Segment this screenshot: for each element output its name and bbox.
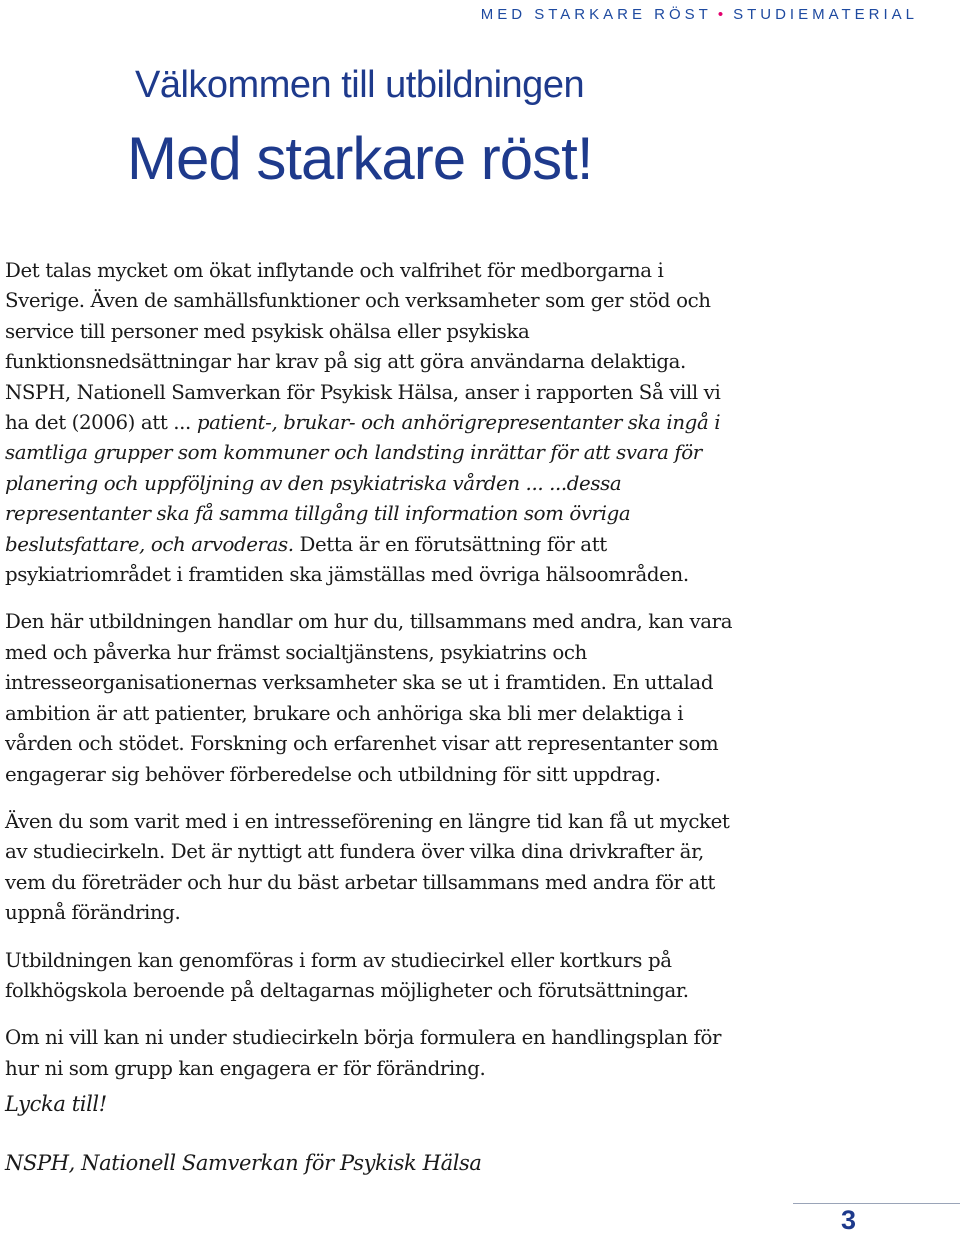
paragraph-intro — [5, 256, 745, 590]
paragraph-format: Utbildningen kan genomföras i form av studiecirkel eller kortkurs på folkhögskola beroende på deltagarnas möjligheter och förutsättningar. — [5, 948, 689, 1002]
footer-divider — [793, 1203, 960, 1204]
intro-text-end: Detta är en förutsättning för att psykiatriområdet i framtiden ska jämställas med övriga hälsoområden. — [5, 532, 689, 587]
running-header-title: MED STARKARE RÖST — [480, 6, 712, 23]
page-kicker: Välkommen till utbildningen — [135, 64, 585, 106]
intro-quote: patient-, brukar- och anhörigrepresentanter ska ingå i samtliga grupper som kommuner och landsting inrättar för att svara för planering och uppföljning av den psykiatriska vården ... ...dessa representanter ska få samma tillgång till information som övriga beslutsfattare, och arvoderas. — [5, 411, 721, 556]
body-text — [5, 256, 745, 1101]
closing-greeting: Lycka till! — [5, 1092, 107, 1116]
paragraph-action-plan: Om ni vill kan ni under studiecirkeln börja formulera en handlingsplan för hur ni som grupp kan engagera er för förändring. — [5, 1026, 722, 1080]
running-header — [481, 6, 918, 23]
page-number: 3 — [840, 1205, 856, 1235]
bullet-separator-icon: • — [717, 6, 728, 23]
paragraph-members: Även du som varit med i en intresseförening en längre tid kan få ut mycket av studiecirkeln. Det är nyttigt att fundera över vilka dina drivkrafter är, vem du företräder och hur du bäst arbetar tillsammans med andra för att uppnå förändring. — [5, 809, 730, 925]
signature: NSPH, Nationell Samverkan för Psykisk Hälsa — [5, 1151, 482, 1175]
page-title: Med starkare röst! — [127, 125, 593, 192]
intro-text: Det talas mycket om ökat inflytande och valfrihet för medborgarna i Sverige. Även de samhällsfunktioner och verksamheter som ger stöd och service till personer med psykisk ohälsa eller psykiska funktionsnedsättningar har krav på sig att göra användarna delaktiga. NSPH, Nationell Samverkan för Psykisk Hälsa, anser i rapporten Så vill vi ha det (2006) att ... — [5, 259, 721, 435]
paragraph-purpose: Den här utbildningen handlar om hur du, tillsammans med andra, kan vara med och påverka hur främst socialtjänstens, psykiatrins och intresseorganisationernas verksamheter ska se ut i framtiden. En uttalad ambition är att patienter, brukare och anhöriga ska bli mer delaktiga i vården och stödet. Forskning och erfarenhet visar att representanter som engagerar sig behöver förberedelse och utbildning för sitt uppdrag. — [5, 610, 733, 786]
running-header-section: STUDIEMATERIAL — [733, 6, 918, 23]
